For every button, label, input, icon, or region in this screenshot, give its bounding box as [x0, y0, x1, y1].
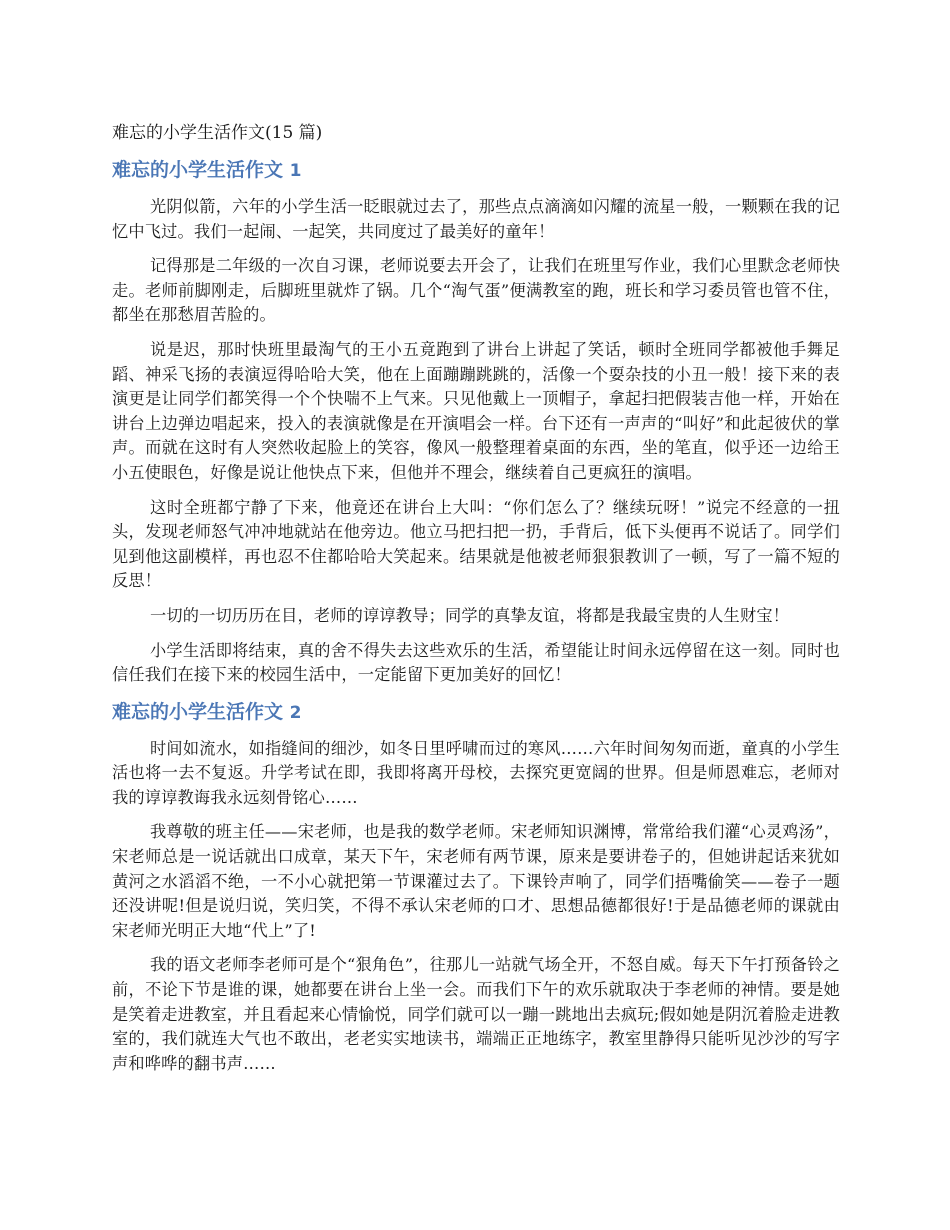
section-heading-number: 2: [289, 702, 302, 723]
paragraph: 我的语文老师李老师可是个“狠角色”，往那儿一站就气场全开，不怒自威。每天下午打预备铃之前，不论下节是谁的课，她都要在讲台上坐一会。而我们下午的欢乐就取决于李老师的神情。要是她是笑着走进教室，并且看起来心情愉悦，同学们就可以一蹦一跳地出去疯玩;假如她是阴沉着脸走进教室的，我们就连大气也不敢出，老老实实地读书，端端正正地练字，教室里静得只能听见沙沙的写字声和哗哗的翻书声……: [112, 955, 840, 1073]
paragraph: 光阴似箭，六年的小学生活一眨眼就过去了，那些点点滴滴如闪耀的流星一般，一颗颗在我的记忆中飞过。我们一起闹、一起笑，共同度过了最美好的童年！: [112, 197, 840, 241]
section-heading-text: 难忘的小学生活作文: [112, 159, 284, 181]
paragraph: 小学生活即将结束，真的舍不得失去这些欢乐的生活，希望能让时间永远停留在这一刻。同时也信任我们在接下来的校园生活中，一定能留下更加美好的回忆！: [112, 640, 840, 685]
paragraph: 这时全班都宁静了下来，他竟还在讲台上大叫：“你们怎么了？继续玩呀！”说完不经意的一扭头，发现老师怒气冲冲地就站在他旁边。他立马把扫把一扔，手背后，低下头便再不说话了。同学们见到他这副模样，再也忍不住都哈哈大笑起来。结果就是他被老师狠狠教训了一顿，写了一篇不短的反思！: [112, 497, 840, 591]
essay-section-2: [112, 698, 840, 1077]
essay-section-1: [112, 156, 840, 688]
section-heading: [112, 698, 840, 727]
paragraph: 时间如流水，如指缝间的细沙，如冬日里呼啸而过的寒风……六年时间匆匆而逝，童真的小学生活也将一去不复返。升学考试在即，我即将离开母校，去探究更宽阔的世界。但是师恩难忘，老师对我的谆谆教诲我永远刻骨铭心……: [112, 738, 840, 807]
document-page: [112, 120, 840, 1086]
section-heading-number: 1: [289, 161, 302, 181]
paragraph: 记得那是二年级的一次自习课，老师说要去开会了，让我们在班里写作业，我们心里默念老师快走。老师前脚刚走，后脚班里就炸了锅。几个“淘气蛋”便满教室的跑，班长和学习委员管也管不住，都坐在那愁眉苦脸的。: [112, 256, 840, 325]
paragraph: 我尊敬的班主任——宋老师，也是我的数学老师。宋老师知识渊博，常常给我们灌“心灵鸡汤”，宋老师总是一说话就出口成章，某天下午，宋老师有两节课，原来是要讲卷子的，但她讲起话来犹如黄河之水滔滔不绝，一不小心就把第一节课灌过去了。下课铃声响了，同学们捂嘴偷笑——卷子一题还没讲呢!但是说归说，笑归笑，不得不承认宋老师的口才、思想品德都很好!于是品德老师的课就由宋老师光明正大地“代上”了!: [112, 822, 840, 940]
paragraph: 一切的一切历历在目，老师的谆谆教导；同学的真挚友谊，将都是我最宝贵的人生财宝！: [150, 605, 790, 625]
section-heading: [112, 156, 840, 185]
section-heading-text: 难忘的小学生活作文: [112, 700, 284, 723]
paragraph: 说是迟，那时快班里最淘气的王小五竟跑到了讲台上讲起了笑话，顿时全班同学都被他手舞足蹈、神采飞扬的表演逗得哈哈大笑，他在上面蹦蹦跳跳的，活像一个耍杂技的小丑一般！接下来的表演更是让同学们都笑得一个个快喘不上气来。只见他戴上一顶帽子，拿起扫把假装吉他一样，开始在讲台上边弹边唱起来，投入的表演就像是在开演唱会一样。台下还有一声声的“叫好”和此起彼伏的掌声。而就在这时有人突然收起脸上的笑容，像风一般整理着桌面的东西，坐的笔直，似乎还一边给王小五使眼色，好像是说让他快点下来，但他并不理会，继续着自己更疯狂的演唱。: [112, 339, 840, 482]
document-title: 难忘的小学生活作文(15 篇): [112, 123, 323, 143]
